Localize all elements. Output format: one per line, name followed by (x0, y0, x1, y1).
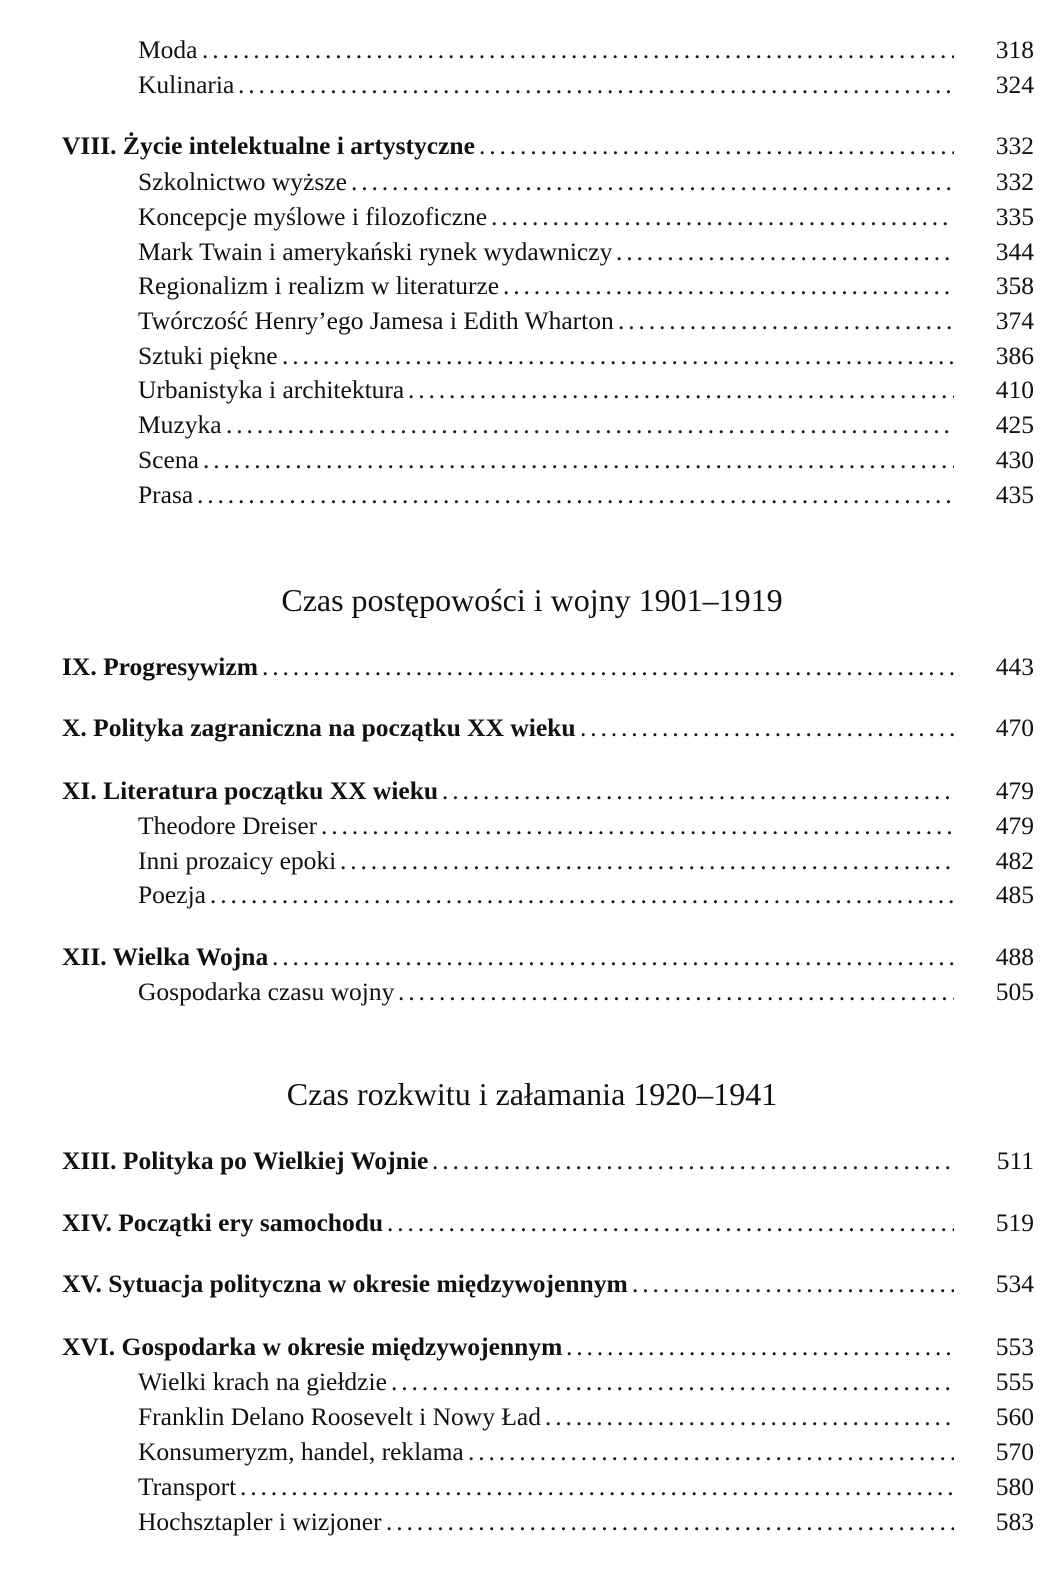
page-number: 425 (995, 410, 1034, 439)
chapter-title: IX. Progresywizm (62, 652, 258, 681)
leader-dots (202, 34, 954, 66)
leader-dots (442, 775, 954, 807)
page-number: 488 (995, 942, 1034, 971)
chapter-title: X. Polityka zagraniczna na początku XX wieku (62, 713, 576, 742)
toc-chapter (0, 1331, 1064, 1363)
page-number: 570 (995, 1437, 1034, 1466)
toc-chapter (0, 941, 1064, 973)
leader-dots (616, 236, 954, 268)
toc-chapter (0, 712, 1064, 744)
entry-title: Gospodarka czasu wojny (138, 977, 395, 1006)
toc-chapter (0, 1207, 1064, 1239)
toc-chapter (0, 1268, 1064, 1300)
page-number: 344 (995, 237, 1034, 266)
page-number: 511 (996, 1146, 1034, 1175)
page-number: 555 (995, 1367, 1034, 1396)
toc-entry (0, 340, 1064, 372)
leader-dots (491, 201, 954, 233)
page-number: 534 (995, 1269, 1034, 1298)
leader-dots (351, 166, 954, 198)
toc-entry (0, 879, 1064, 911)
toc-entry (0, 1401, 1064, 1433)
leader-dots (272, 941, 954, 973)
toc-entry (0, 201, 1064, 233)
entry-title: Kulinaria (138, 70, 235, 99)
page-number: 358 (995, 271, 1034, 300)
leader-dots (468, 1436, 954, 1468)
toc-chapter (0, 1145, 1064, 1177)
page-number: 485 (995, 880, 1034, 909)
chapter-title: XIII. Polityka po Wielkiej Wojnie (62, 1146, 429, 1175)
leader-dots (391, 1366, 954, 1398)
leader-dots (262, 651, 954, 683)
page-number: 443 (995, 652, 1034, 681)
entry-title: Scena (138, 445, 199, 474)
entry-title: Szkolnictwo wyższe (138, 167, 347, 196)
toc-entry (0, 236, 1064, 268)
toc-entry (0, 444, 1064, 476)
entry-title: Muzyka (138, 410, 222, 439)
page-number: 324 (995, 70, 1034, 99)
toc-entry (0, 270, 1064, 302)
leader-dots (503, 270, 954, 302)
toc-entry (0, 810, 1064, 842)
toc-entry (0, 845, 1064, 877)
page-number: 470 (995, 713, 1034, 742)
entry-title: Wielki krach na giełdzie (138, 1367, 387, 1396)
leader-dots (408, 374, 954, 406)
chapter-title: XV. Sytuacja polityczna w okresie międzywojennym (62, 1269, 628, 1298)
toc-chapter (0, 651, 1064, 683)
toc-entry (0, 1506, 1064, 1538)
part-heading: Czas rozkwitu i załamania 1920–1941 (286, 1076, 778, 1112)
entry-title: Twórczość Henry’ego Jamesa i Edith Wharton (138, 306, 614, 335)
page-number: 332 (995, 167, 1034, 196)
leader-dots (238, 69, 954, 101)
entry-title: Theodore Dreiser (138, 811, 318, 840)
leader-dots (398, 976, 954, 1008)
page-number: 335 (995, 202, 1034, 231)
toc-entry (0, 409, 1064, 441)
page-number: 580 (995, 1472, 1034, 1501)
leader-dots (386, 1506, 954, 1538)
entry-title: Transport (138, 1472, 237, 1501)
page-number: 560 (995, 1402, 1034, 1431)
leader-dots (210, 879, 954, 911)
chapter-title: XIV. Początki ery samochodu (62, 1208, 384, 1237)
entry-title: Koncepcje myślowe i filozoficzne (138, 202, 488, 231)
entry-title: Moda (138, 35, 198, 64)
page-number: 318 (995, 35, 1034, 64)
leader-dots (197, 479, 954, 511)
leader-dots (340, 845, 954, 877)
entry-title: Inni prozaicy epoki (138, 846, 337, 875)
chapter-title: XII. Wielka Wojna (62, 942, 269, 971)
toc-chapter (0, 130, 1064, 162)
chapter-title: XVI. Gospodarka w okresie międzywojennym (62, 1332, 563, 1361)
page-number: 479 (995, 811, 1034, 840)
leader-dots (387, 1207, 954, 1239)
leader-dots (632, 1268, 954, 1300)
entry-title: Hochsztapler i wizjoner (138, 1507, 382, 1536)
leader-dots (226, 409, 954, 441)
leader-dots (566, 1331, 954, 1363)
leader-dots (203, 444, 954, 476)
entry-title: Prasa (138, 480, 194, 509)
page-number: 553 (995, 1332, 1034, 1361)
leader-dots (432, 1145, 954, 1177)
chapter-title: XI. Literatura początku XX wieku (62, 776, 439, 805)
page-number: 410 (995, 375, 1034, 404)
leader-dots (240, 1471, 954, 1503)
leader-dots (580, 712, 954, 744)
toc-entry (0, 34, 1064, 66)
leader-dots (321, 810, 954, 842)
page-number: 583 (995, 1507, 1034, 1536)
page-number: 482 (995, 846, 1034, 875)
toc-entry (0, 1366, 1064, 1398)
leader-dots (618, 305, 954, 337)
page-number: 386 (995, 341, 1034, 370)
entry-title: Mark Twain i amerykański rynek wydawniczy (138, 237, 613, 266)
entry-title: Poezja (138, 880, 206, 909)
page-number: 435 (995, 480, 1034, 509)
toc-entry (0, 479, 1064, 511)
page-number: 505 (995, 977, 1034, 1006)
toc-chapter (0, 775, 1064, 807)
toc-entry (0, 1471, 1064, 1503)
toc-entry (0, 1436, 1064, 1468)
page-number: 519 (995, 1208, 1034, 1237)
entry-title: Franklin Delano Roosevelt i Nowy Ład (138, 1402, 541, 1431)
entry-title: Regionalizm i realizm w literaturze (138, 271, 500, 300)
leader-dots (545, 1401, 954, 1433)
page-number: 374 (995, 306, 1034, 335)
chapter-title: VIII. Życie intelektualne i artystyczne (62, 131, 475, 160)
toc-entry (0, 976, 1064, 1008)
toc-entry (0, 374, 1064, 406)
entry-title: Sztuki piękne (138, 341, 278, 370)
leader-dots (479, 130, 954, 162)
page-number: 479 (995, 776, 1034, 805)
toc-entry (0, 69, 1064, 101)
page-number: 332 (995, 131, 1034, 160)
entry-title: Urbanistyka i architektura (138, 375, 405, 404)
toc-entry (0, 166, 1064, 198)
part-heading: Czas postępowości i wojny 1901–1919 (281, 582, 783, 618)
leader-dots (282, 340, 954, 372)
toc-entry (0, 305, 1064, 337)
page-number: 430 (995, 445, 1034, 474)
entry-title: Konsumeryzm, handel, reklama (138, 1437, 464, 1466)
